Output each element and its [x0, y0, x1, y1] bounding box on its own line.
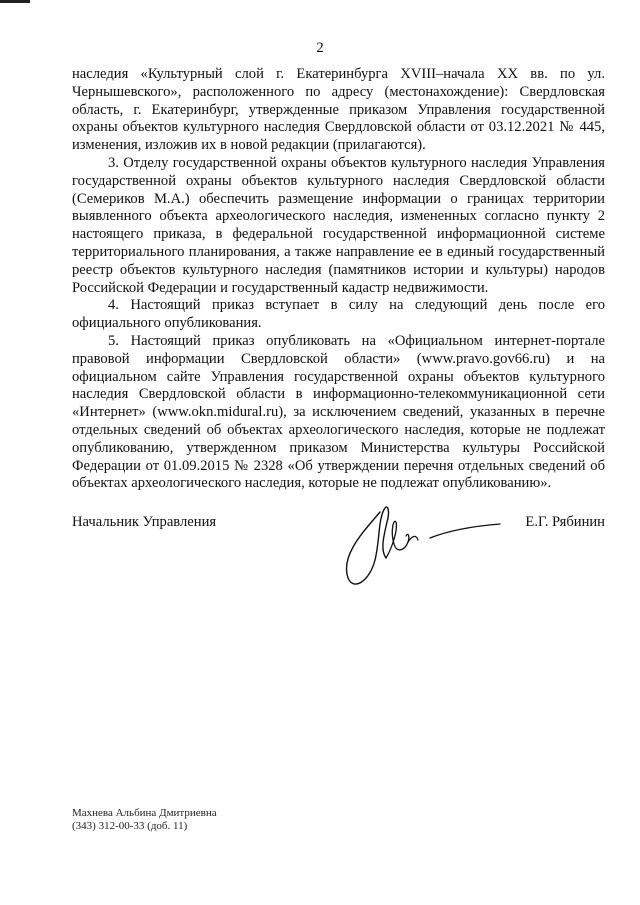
page-number: 2 — [316, 40, 324, 56]
document-body — [72, 66, 605, 493]
executor-info — [72, 807, 217, 833]
scan-edge-mark — [0, 0, 30, 3]
handwritten-signature — [330, 500, 540, 600]
signatory-title: Начальник Управления — [72, 514, 217, 530]
executor-phone: (343) 312-00-33 (доб. 11) — [72, 820, 188, 832]
signature-block — [72, 512, 605, 582]
executor-name: Махнева Альбина Дмитриевна — [72, 807, 217, 819]
paragraph-item-4: 4. Настоящий приказ вступает в силу на следующий день после его официального опубликования. — [72, 297, 605, 332]
paragraph-item-5: 5. Настоящий приказ опубликовать на «Официальном интернет-портале правовой информации Свердловской области» (www.pravo.gov66.ru) и на официальном сайте Управления государственной охраны объектов культурного наследия Свердловской области в информационно-телекоммуникационной сети «Интернет» (www.okn.midural.ru), за исключением сведений, указанных в перечне отдельных сведений об объектах археологического наследия, которые не подлежат опубликованию, утвержденном приказом Министерства культуры Российской Федерации от 01.09.2015 № 2328 «Об утверждении перечня отдельных сведений об объектах археологического наследия, которые не подлежат опубликованию». — [72, 332, 605, 492]
paragraph-continuation: наследия «Культурный слой г. Екатеринбурга XVIII–начала XX вв. по ул. Чернышевского», расположенного по адресу (местонахождение): Свердловская область, г. Екатеринбург, утвержденные приказом Управления государственной охраны объектов культурного наследия Свердловской области от 03.12.2021 № 445, изменения, изложив их в новой редакции (прилагаются). — [72, 66, 605, 154]
signatory-name: Е.Г. Рябинин — [525, 514, 605, 530]
paragraph-item-3: 3. Отделу государственной охраны объектов культурного наследия Управления государственной охраны объектов культурного наследия Свердловской области (Семериков М.А.) обеспечить размещение информации о границах территории выявленного объекта археологического наследия, измененных согласно пункту 2 настоящего приказа, в федеральной государственной информационной системе территориального планирования, а также направление ее в единый государственный реестр объектов культурного наследия (памятников истории и культуры) народов Российской Федерации и государственный кадастр недвижимости. — [72, 154, 605, 296]
